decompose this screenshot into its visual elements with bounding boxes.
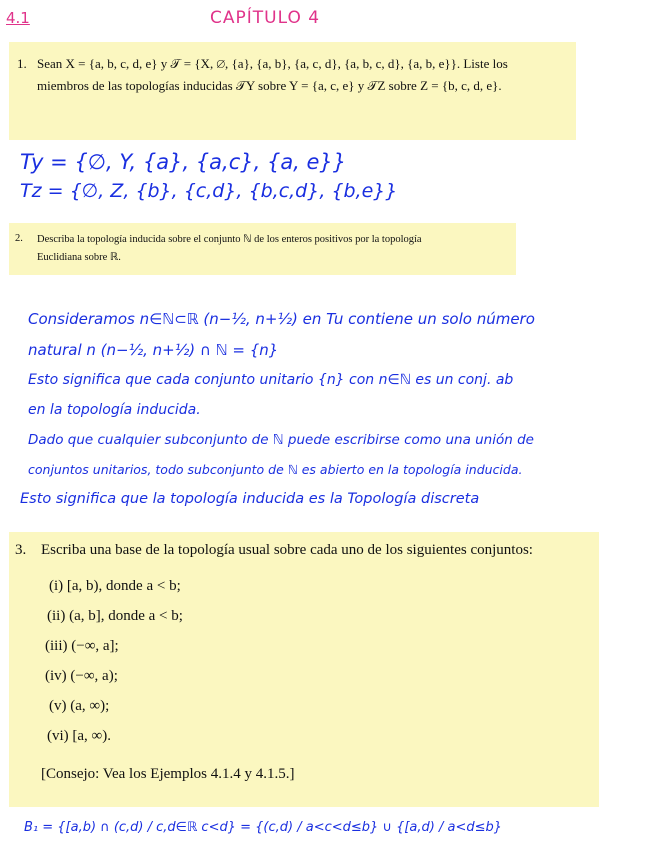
answer-2-line-7: Esto significa que la topología inducida es la Topología discreta (20, 491, 480, 507)
answer-2-line-6: conjuntos unitarios, todo subconjunto de ℕ es abierto en la topología inducida. (28, 462, 523, 477)
problem-3-item-vi: (vi) [a, ∞). (47, 728, 111, 744)
problem-3-statement: Escriba una base de la topología usual sobre cada uno de los siguientes conjuntos: (41, 542, 533, 558)
answer-3-line: B₁ = {[a,b) ∩ (c,d) / c,d∈ℝ c<d} = {(c,d) / a<c<d≤b} ∪ {[a,d) / a<d≤b} (24, 820, 503, 835)
problem-1-box (9, 42, 576, 140)
problem-1-line-2: miembros de las topologías inducidas 𝒯Y sobre Y = {a, c, e} y 𝒯Z sobre Z = {b, c, d, e}. (37, 78, 502, 93)
problem-2-number: 2. (15, 233, 23, 244)
answer-1-line-1: Ty = {∅, Y, {a}, {a,c}, {a, e}} (20, 150, 347, 174)
problem-2-box (9, 223, 516, 275)
problem-2-line-2: Euclidiana sobre ℝ. (37, 252, 121, 263)
problem-2-line-1: Describa la topología inducida sobre el conjunto ℕ de los enteros positivos por la topología (37, 234, 422, 245)
section-number: 4.1 (6, 9, 30, 27)
answer-2-line-5: Dado que cualquier subconjunto de ℕ puede escribirse como una unión de (28, 432, 534, 448)
problem-3-item-iii: (iii) (−∞, a]; (45, 638, 119, 654)
answer-1-line-2: Tz = {∅, Z, {b}, {c,d}, {b,c,d}, {b,e}} (20, 180, 398, 202)
problem-3-hint: [Consejo: Vea los Ejemplos 4.1.4 y 4.1.5.] (41, 766, 295, 782)
problem-1-line-1: Sean X = {a, b, c, d, e} y 𝒯 = {X, ∅, {a}, {a, b}, {a, c, d}, {a, b, c, d}, {a, b, e}}. Liste los (37, 56, 508, 71)
problem-3-number: 3. (15, 542, 27, 558)
problem-3-item-ii: (ii) (a, b], donde a < b; (47, 608, 183, 624)
chapter-title: CAPÍTULO 4 (210, 8, 321, 28)
answer-2-line-1: Consideramos n∈ℕ⊂ℝ (n−½, n+½) en Tu contiene un solo número (28, 310, 535, 328)
answer-2-line-2: natural n (n−½, n+½) ∩ ℕ = {n} (28, 341, 279, 359)
problem-3-box (9, 532, 599, 807)
answer-2-line-3: Esto significa que cada conjunto unitario {n} con n∈ℕ es un conj. ab (28, 372, 514, 388)
answer-2-line-4: en la topología inducida. (28, 402, 201, 418)
problem-1-number: 1. (17, 56, 27, 71)
problem-3-item-i: (i) [a, b), donde a < b; (49, 578, 181, 594)
problem-3-item-v: (v) (a, ∞); (49, 698, 110, 714)
problem-3-item-iv: (iv) (−∞, a); (45, 668, 118, 684)
